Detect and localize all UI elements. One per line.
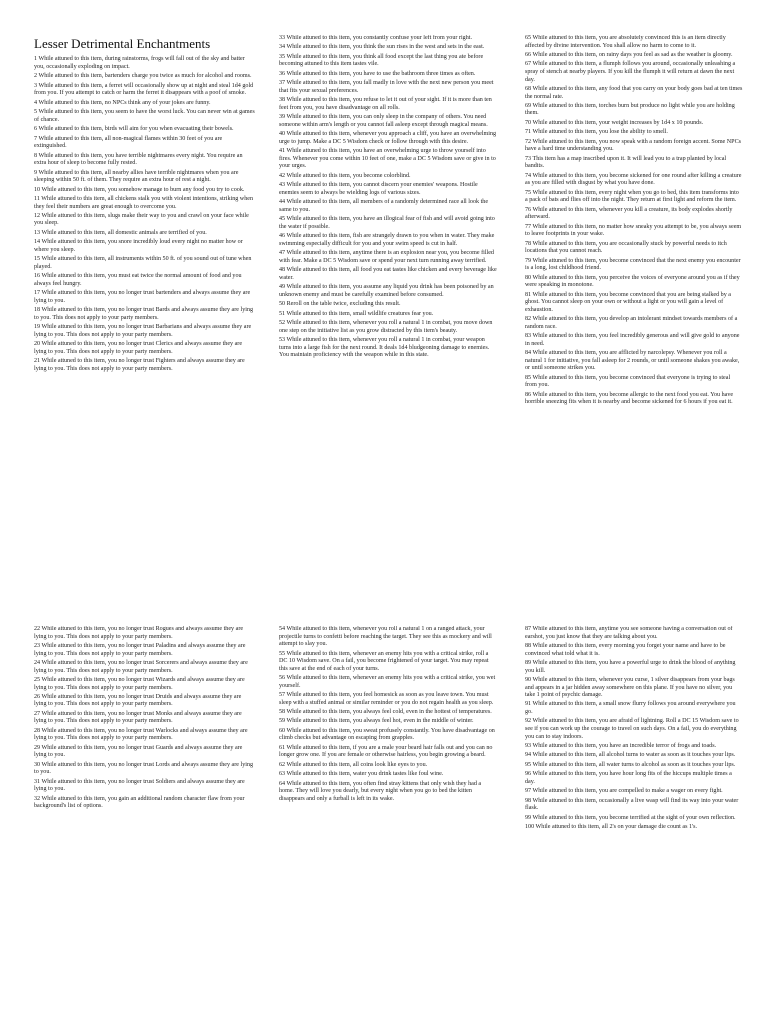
enchantment-entry: 48 While attuned to this item, all food you eat tastes like chicken and every beverage like water. [279,267,497,281]
enchantment-entry: 9 While attuned to this item, all nearby allies have terrible nightmares when you are sleeping within 50 ft. of them. They require an extra hour of rest a night. [34,169,239,184]
enchantment-entry: 36 While attuned to this item, you have to use the bathroom three times as often. [279,70,476,77]
enchantment-entry: 97 While attuned to this item, you are compelled to make a wager on every fight. [525,788,723,795]
enchantment-entry: 16 While attuned to this item, you must eat twice the normal amount of food and you always feel hungry. [34,273,242,287]
enchantment-entry: 60 While attuned to this item, you sweat profusely constantly. You have disadvantage on climb checks but advantage on escaping from grapples. [279,727,495,742]
enchantment-entry: 70 While attuned to this item, your weight increases by 1d4 x 10 pounds. [525,119,704,126]
enchantment-entry: 86 While attuned to this item, you become allergic to the next food you eat. You have horrible sneezing fits when it is nearby and become sickened for 6 hours if you eat it. [525,391,734,406]
entry-list [279,35,497,360]
enchantment-entry: 4 While attuned to this item, no NPCs think any of your jokes are funny. [34,99,211,106]
enchantment-entry: 47 While attuned to this item, anytime there is an explosion near you, you become filled with fear. Make a DC 5 Wisdom save or spend your next turn running away terrified. [279,250,494,264]
enchantment-entry: 72 While attuned to this item, you now speak with a random foreign accent. Some NPCs have a hard time understanding you. [525,138,742,153]
enchantment-entry: 8 While attuned to this item, you have terrible nightmares every night. You require an extra hour of sleep to become fully rested. [34,152,243,167]
enchantment-entry: 78 While attuned to this item, you are occasionally stuck by powerful needs to itch locations that you cannot reach. [525,240,727,255]
enchantment-entry: 98 While attuned to this item, occasionally a live wasp will find its way into your water flask. [525,797,739,812]
enchantment-entry: 61 While attuned to this item, if you are a male your beard hair falls out and you can no longer grow one. If you are female or otherwise hairless, you begin growing a beard. [279,744,493,759]
enchantment-entry: 77 While attuned to this item, no matter how sneaky you attempt to be, you always seem to leave footprints in your wake. [525,223,742,238]
enchantment-entry: 32 While attuned to this item, you gain an additional random character flaw from your background's list of options. [34,795,245,810]
enchantment-entry: 41 While attuned to this item, you have an overwhelming urge to throw yourself into fires. Whenever you come within 10 feet of one, make a DC 5 Wisdom save or give in to your urges. [279,148,496,170]
enchantment-entry: 79 While attuned to this item, you become convinced that the next enemy you encounter is a long, lost childhood friend. [525,257,741,272]
enchantment-entry: 2 While attuned to this item, bartenders charge you twice as much for alcohol and rooms. [34,73,252,80]
enchantment-entry: 24 While attuned to this item, you no longer trust Sorcerers and always assume they are lying to you. This does not apply to your party members. [34,659,248,674]
enchantment-entry: 25 While attuned to this item, you no longer trust Wizards and always assume they are lying to you. This does not apply to your party members. [34,676,245,691]
enchantment-entry: 99 While attuned to this item, you become terrified at the sight of your own reflection. [525,814,736,821]
enchantment-entry: 22 While attuned to this item, you no longer trust Rogues and always assume they are lying to you. This does not apply to your party members. [34,626,244,640]
enchantment-entry: 53 While attuned to this item, whenever you roll a natural 1 in combat, your weapon turns into a large fish for the next round. It deals 1d4 bludgeoning damage to enemies. You maintain proficiency with the weapon while in this state. [279,336,490,359]
enchantment-entry: 14 While attuned to this item, you snore incredibly loud every night no matter how or where you sleep. [34,239,243,253]
column-3 [525,35,743,560]
column-2 [279,35,497,570]
entry-list [525,626,743,832]
enchantment-entry: 57 While attuned to this item, you feel homesick as soon as you leave town. You must sleep with a stuffed animal or similar reminder or you do not regain health as you sleep. [279,692,494,706]
entry-list [525,35,743,407]
enchantment-entry: 23 While attuned to this item, you no longer trust Paladins and always assume they are lying to you. This does not apply to your party members. [34,642,246,657]
enchantment-entry: 39 While attuned to this item, you can only sleep in the company of others. You need someone within arm's length or you cannot fall asleep except through magical means. [279,114,488,128]
enchantment-entry: 6 While attuned to this item, birds will aim for you when evacuating their bowels. [34,126,234,133]
enchantment-entry: 11 While attuned to this item, all chickens stalk you with violent intentions, striking when they feel their numbers are great enough to overcome you. [34,195,254,210]
enchantment-entry: 67 While attuned to this item, a flumph follows you around, occasionally unleashing a spray of stench at nearby players. If you kill the flumph it will return at dawn the next day. [525,61,736,83]
enchantment-entry: 29 While attuned to this item, you no longer trust Guards and always assume they are lying to you. [34,744,243,759]
enchantment-entry: 52 While attuned to this item, whenever you roll a natural 1 in combat, you move down one step on the initiative list as you grow distracted by this item's beauty. [279,319,493,334]
enchantment-entry: 40 While attuned to this item, whenever you approach a cliff, you have an overwhelming urge to jump. Make a DC 5 Wisdom check or follow through with this desire. [279,131,497,145]
enchantment-entry: 94 While attuned to this item, all alcohol turns to water as soon as it touches your lips. [525,752,736,759]
enchantment-entry: 54 While attuned to this item, whenever you roll a natural 1 on a ranged attack, your projectile turns to confetti before reaching the target. They see this as mockery and will attempt to slay you. [279,626,492,648]
enchantment-entry: 3 While attuned to this item, a ferret will occasionally show up at night and steal 1d4 gold from you. If you attempt to catch or harm the ferret it disappears with a poof of smoke. [34,82,254,97]
enchantment-entry: 7 While attuned to this item, all non-magical flames within 30 feet of you are extinguished. [34,135,223,150]
enchantment-entry: 75 While attuned to this item, every night when you go to bed, this item transforms into a pack of bats and flies off into the night. They return at first light and reform the item. [525,189,739,204]
enchantment-entry: 10 While attuned to this item, you somehow manage to burn any food you try to cook. [34,186,245,193]
enchantment-entry: 26 While attuned to this item, you no longer trust Druids and always assume they are lying to you. This does not apply to your party members. [34,693,242,708]
enchantment-entry: 49 While attuned to this item, you assume any liquid you drink has been poisoned by an unknown enemy and must be carefully examined before consumed. [279,284,494,298]
enchantment-entry: 58 While attuned to this item, you always feel cold, even in the hottest of temperatures. [279,709,492,716]
enchantment-entry: 64 While attuned to this item, you often find stray kittens that only wish they had a home. They will love you dearly, but every night when you go to bed the kitten disappears and only a furball is left in its wake. [279,780,482,802]
enchantment-entry: 37 While attuned to this item, you fall madly in love with the next new person you meet that fits your sexual preferences. [279,80,494,94]
enchantment-entry: 38 While attuned to this item, you refuse to let it out of your sight. If it is more than ten feet from you, you have disadvantage on all rolls. [279,97,492,111]
enchantment-entry: 96 While attuned to this item, you have hour long fits of the hiccups multiple times a day. [525,771,732,785]
page-title: Lesser Detrimental Enchantments [34,37,211,51]
enchantment-entry: 51 While attuned to this item, small wildlife creatures fear you. [279,310,434,317]
enchantment-entry: 1 While attuned to this item, during rainstorms, frogs will fall out of the sky and batter you, occasionally exploding on impact. [34,56,245,70]
enchantment-entry: 31 While attuned to this item, you no longer trust Soldiers and always assume they are lying to you. [34,778,245,793]
enchantment-entry: 55 While attuned to this item, whenever an enemy hits you with a critical strike, roll a DC 10 Wisdom save. On a fail, you become frightened of your target. You may repeat this save at the end of each of your turns. [279,650,489,672]
enchantment-entry: 95 While attuned to this item, all water turns to alcohol as soon as it touches your lips. [525,761,736,768]
enchantment-entry: 89 While attuned to this item, you have a powerful urge to drink the blood of anything you kill. [525,659,736,674]
enchantment-entry: 56 While attuned to this item, whenever an enemy hits you with a critical strike, you wet yourself. [279,675,496,689]
enchantment-entry: 91 While attuned to this item, a small snow flurry follows you around everywhere you go. [525,701,736,716]
enchantment-entry: 46 While attuned to this item, fish are strangely drawn to you when in water. They make swimming especially difficult for you and your swim speed is cut in half. [279,233,495,247]
enchantment-entry: 42 While attuned to this item, you become colorblind. [279,172,411,179]
enchantment-entry: 17 While attuned to this item, you no longer trust bartenders and always assume they are lying to you. [34,290,251,304]
enchantment-entry: 73 This item has a map inscribed upon it. It will lead you to a trap planted by local bandits. [525,155,727,170]
column-5 [279,626,497,1006]
enchantment-entry: 19 While attuned to this item, you no longer trust Barbarians and always assume they are lying to you. This does not apply to your party members. [34,324,252,338]
enchantment-entry: 90 While attuned to this item, whenever you curse, 1 silver disappears from your bags and appears in a jar hidden away somewhere on this plane. If you have no silver, you take 1 point of psychic damage. [525,676,735,699]
enchantment-entry: 93 While attuned to this item, you have an incredible terror of frogs and toads. [525,743,717,749]
enchantment-entry: 66 While attuned to this item, on rainy days you feel as sad as the weather is gloomy. [525,51,733,58]
enchantment-entry: 88 While attuned to this item, every morning you forget your name and have to be convinced what told what it is. [525,642,726,657]
entry-list [34,626,255,811]
enchantment-entry: 20 While attuned to this item, you no longer trust Clerics and always assume they are lying to you. This does not apply to your party members. [34,341,243,355]
enchantment-entry: 28 While attuned to this item, you no longer trust Warlocks and always assume they are lying to you. This does not apply to your party members. [34,727,248,742]
enchantment-entry: 71 While attuned to this item, you lose the ability to smell. [525,129,668,136]
enchantment-entry: 68 While attuned to this item, any food that you carry on your body goes bad at ten times the normal rate. [525,85,743,100]
enchantment-entry: 83 While attuned to this item, you feel incredibly generous and will give gold to anyone in need. [525,333,740,347]
enchantment-entry: 21 While attuned to this item, you no longer trust Fighters and always assume they are lying to you. This does not apply to your party members. [34,358,245,372]
enchantment-entry: 15 While attuned to this item, all instruments within 50 ft. of you sound out of tune when played. [34,256,252,270]
enchantment-entry: 59 While attuned to this item, you always feel hot, even in the middle of winter. [279,718,474,725]
enchantment-entry: 12 While attuned to this item, slugs make their way to you and crawl on your face while you sleep. [34,212,249,227]
enchantment-entry: 30 While attuned to this item, you no longer trust Lords and always assume they are lying to you. [34,761,254,776]
column-4 [34,626,255,1006]
enchantment-entry: 27 While attuned to this item, you no longer trust Monks and always assume they are lying to you. This does not apply to your party members. [34,710,242,725]
entry-list [279,626,497,803]
enchantment-entry: 18 While attuned to this item, you no longer trust Bards and always assume they are lying to you. This does not apply to your party members. [34,307,254,321]
enchantment-entry: 63 While attuned to this item, water you drink tastes like foul wine. [279,771,444,778]
enchantment-entry: 44 While attuned to this item, all members of a randomly determined race all look the same to you. [279,199,489,213]
enchantment-entry: 33 While attuned to this item, you constantly confuse your left from your right. [279,35,472,41]
enchantment-entry: 87 While attuned to this item, anytime you see someone having a conversation out of earshot, you just know that they are talking about you. [525,626,733,640]
enchantment-entry: 74 While attuned to this item, you become sickened for one round after killing a creature as you are filled with disgust by what you have done. [525,172,742,187]
enchantment-entry: 34 While attuned to this item, you think the sun rises in the west and sets in the east. [279,44,485,51]
enchantment-entry: 35 While attuned to this item, you think all food except the last thing you ate before becoming attuned to this item tastes vile. [279,53,484,68]
enchantment-entry: 76 While attuned to this item, whenever you kill a creature, its body explodes shortly afterward. [525,206,733,221]
column-6 [525,626,743,1006]
enchantment-entry: 5 While attuned to this item, you seem to have the worst luck. You can never win at games of chance. [34,109,255,123]
enchantment-entry: 43 While attuned to this item, you cannot discern your enemies' weapons. Hostile enemies seem to always be wielding logs of various sizes. [279,182,478,196]
entry-list [34,56,255,373]
enchantment-entry: 84 While attuned to this item, you are afflicted by narcolepsy. Whenever you roll a natural 1 for initiative, you fall asleep for 2 rounds, or until someone shakes you awake, or until someone strikes you. [525,350,740,372]
enchantment-entry: 82 While attuned to this item, you develop an intolerant mindset towards members of a random race. [525,316,738,330]
enchantment-entry: 65 While attuned to this item, you are absolutely convinced this is an item directly affected by divine intervention. You shall allow no harm to come to it. [525,35,726,49]
enchantment-entry: 100 While attuned to this item, all 2's on your damage die count as 1's. [525,824,697,831]
enchantment-entry: 92 While attuned to this item, you are afraid of lightning. Roll a DC 15 Wisdom save to see if you can work up the courage to travel on such days. On a fail, you do everything you can to stay indoors. [525,718,739,740]
enchantment-entry: 81 While attuned to this item, you become convinced that you are being stalked by a ghost. You cannot sleep on your own or without a light or you will gain a level of exhaustion. [525,291,732,313]
enchantment-entry: 69 While attuned to this item, torches burn but produce no light while you are holding them. [525,102,735,117]
enchantment-entry: 13 While attuned to this item, all domestic animals are terrified of you. [34,229,207,236]
enchantment-entry: 50 Reroll on the table twice, excluding this result. [279,301,401,308]
enchantment-entry: 62 While attuned to this item, all coins look like eyes to you. [279,761,428,768]
enchantment-entry: 80 While attuned to this item, you perceive the voices of everyone around you as if they were speaking in monotone. [525,274,740,289]
enchantment-entry: 45 While attuned to this item, you have an illogical fear of fish and will avoid going into the water if possible. [279,216,495,230]
enchantment-entry: 85 While attuned to this item, you become convinced that everyone is trying to steal from you. [525,374,731,389]
column-1 [34,37,255,562]
